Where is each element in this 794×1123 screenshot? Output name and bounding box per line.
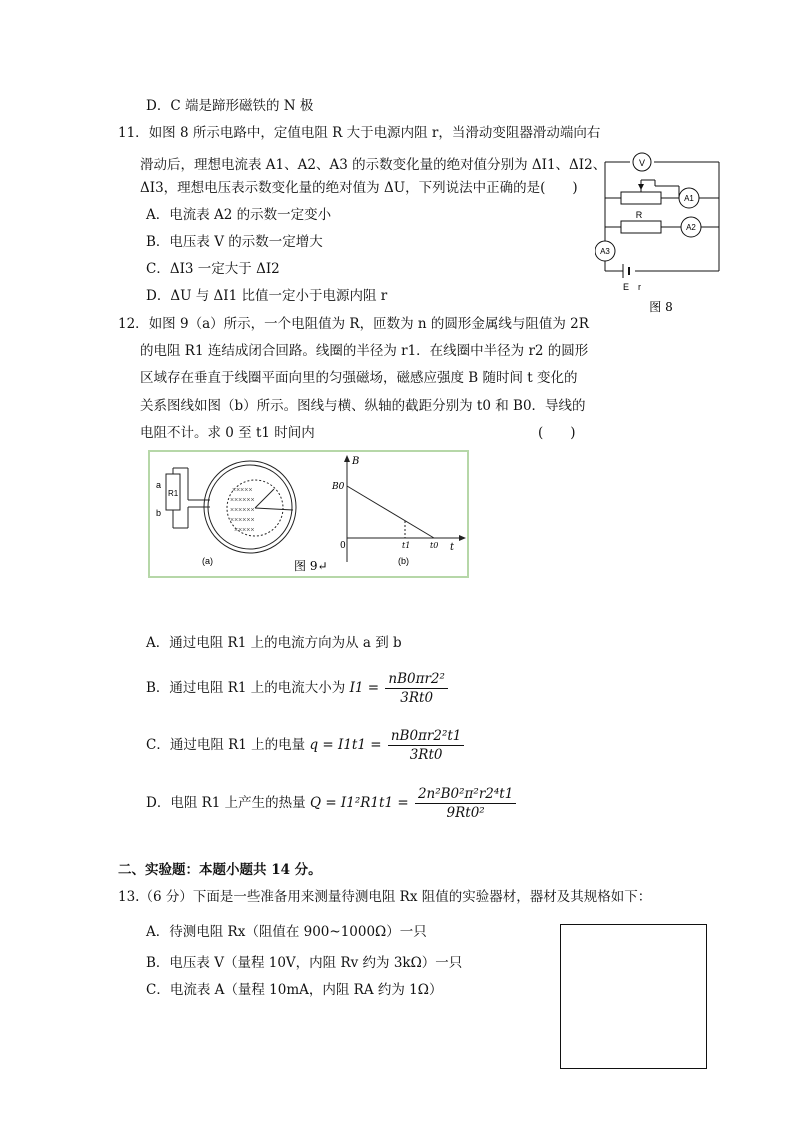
q12-stem-2: 的电阻 R1 连结成闭合回路。线圈的半径为 r1．在线圈中半径为 r2 的圆形	[140, 343, 589, 359]
q12-option-c-lhs: q = I1t1 =	[309, 737, 382, 753]
svg-text:××××××: ××××××	[230, 507, 255, 514]
q12-option-c-denominator: 3Rt0	[409, 747, 443, 763]
figure-9-axis-b: B	[352, 456, 360, 467]
q12-line-1	[118, 314, 589, 334]
figure-9-b0: B0	[332, 482, 345, 492]
q12-option-d-fraction	[415, 785, 516, 822]
figure-8-circuit	[595, 148, 725, 318]
figure-9-point-b: b	[156, 508, 162, 518]
q12-option-c	[146, 725, 466, 765]
q12-option-b-fraction	[385, 670, 448, 707]
q13-number: 13.	[118, 889, 140, 905]
q11-stem-1: 如图 8 所示电路中，定值电阻 R 大于电源内阻 r，当滑动变阻器滑动端向右	[148, 125, 601, 141]
q12-option-b-text: B．通过电阻 R1 上的电流大小为	[146, 680, 346, 696]
q12-stem-3: 区域存在垂直于线圈平面向里的匀强磁场，磁感应强度 B 随时间 t 变化的	[140, 370, 578, 386]
q12-option-d-text: D．电阻 R1 上产生的热量	[146, 795, 306, 811]
q12-option-d-numerator: 2n²B0²π²r2⁴t1	[415, 785, 516, 804]
q12-option-b-numerator: nB0πr2²	[385, 670, 448, 689]
figure-9	[148, 450, 469, 578]
q12-answer-paren: ( )	[538, 425, 576, 441]
figure-9-r1-label: R1	[168, 489, 179, 498]
q12-option-c-text: C．通过电阻 R1 上的电量	[146, 737, 306, 753]
q12-stem-1: 如图 9（a）所示，一个电阻值为 R，匝数为 n 的圆形金属线与阻值为 2R	[148, 316, 589, 332]
q11-option-a: A．电流表 A2 的示数一定变小	[146, 207, 332, 223]
figure-9-label-a: (a)	[202, 556, 213, 566]
figure-8-a2-label: A2	[686, 223, 696, 232]
svg-text:××××××: ××××××	[230, 517, 255, 524]
q11-option-c: C．ΔI3 一定大于 ΔI2	[146, 261, 280, 277]
q11-option-d: D．ΔU 与 ΔI1 比值一定小于电源内阻 r	[146, 288, 388, 304]
figure-8-battery-label: E r	[623, 282, 642, 292]
figure-9-origin: 0	[340, 541, 346, 551]
q12-option-a: A．通过电阻 R1 上的电流方向为从 a 到 b	[146, 635, 402, 651]
svg-text:×××××: ×××××	[232, 487, 253, 494]
q13-option-c: C．电流表 A（量程 10mA，内阻 RA 约为 1Ω）	[146, 982, 443, 998]
q11-stem-2: 滑动后，理想电流表 A1、A2、A3 的示数变化量的绝对值分别为 ΔI1、ΔI2、	[140, 157, 607, 173]
q12-option-d-denominator: 9Rt0²	[446, 805, 485, 821]
figure-8-resistor-label: R	[635, 210, 643, 220]
section-2-heading: 二、实验题：本题小题共 14 分。	[118, 862, 322, 878]
figure-9-drawing	[150, 452, 467, 576]
q12-number: 12．	[118, 316, 149, 332]
q13-line-1	[118, 887, 651, 907]
figure-9-caption: 图 9↵	[294, 559, 328, 573]
figure-8-a3-label: A3	[600, 247, 610, 256]
q12-option-b-denominator: 3Rt0	[400, 690, 434, 706]
figure-9-label-b: (b)	[398, 556, 409, 566]
q12-stem-5: 电阻不计。求 0 至 t1 时间内	[140, 425, 315, 441]
q12-option-c-numerator: nB0πr2²t1	[388, 727, 465, 746]
figure-9-t1: t1	[402, 541, 411, 550]
q12-option-c-fraction	[388, 727, 465, 764]
figure-8-caption: 图 8	[649, 300, 673, 314]
q13-option-a: A．待测电阻 Rx（阻值在 900~1000Ω）一只	[146, 924, 427, 940]
figure-9-axis-t: t	[450, 542, 455, 553]
q11-number: 11．	[118, 125, 149, 141]
circuit-drawing-box	[560, 924, 707, 1069]
figure-8-voltmeter-label: V	[638, 158, 646, 168]
svg-text:××××××: ××××××	[230, 497, 255, 504]
q12-option-d-lhs: Q = I1²R1t1 =	[309, 795, 409, 811]
q12-option-d	[146, 783, 518, 823]
q13-option-b: B．电压表 V（量程 10V，内阻 Rv 约为 3kΩ）一只	[146, 955, 463, 971]
q11-stem-3: ΔI3，理想电压表示数变化量的绝对值为 ΔU，下列说法中正确的是( )	[140, 180, 578, 196]
q11-line-1	[118, 123, 600, 143]
svg-text:×××××: ×××××	[234, 527, 255, 534]
q13-stem-1: （6 分）下面是一些准备用来测量待测电阻 Rx 阻值的实验器材，器材及其规格如下：	[139, 889, 652, 905]
q12-option-b	[146, 668, 450, 708]
figure-9-t0: t0	[430, 541, 439, 550]
figure-8-a1-label: A1	[684, 194, 694, 203]
q12-stem-4: 关系图线如图（b）所示。图线与横、纵轴的截距分别为 t0 和 B0．导线的	[140, 398, 586, 414]
figure-9-point-a: a	[156, 480, 162, 490]
q11-option-b: B．电压表 V 的示数一定增大	[146, 234, 323, 250]
q10-option-d: D．C 端是蹄形磁铁的 N 极	[146, 98, 314, 114]
q12-option-b-lhs: I1 =	[349, 680, 380, 696]
